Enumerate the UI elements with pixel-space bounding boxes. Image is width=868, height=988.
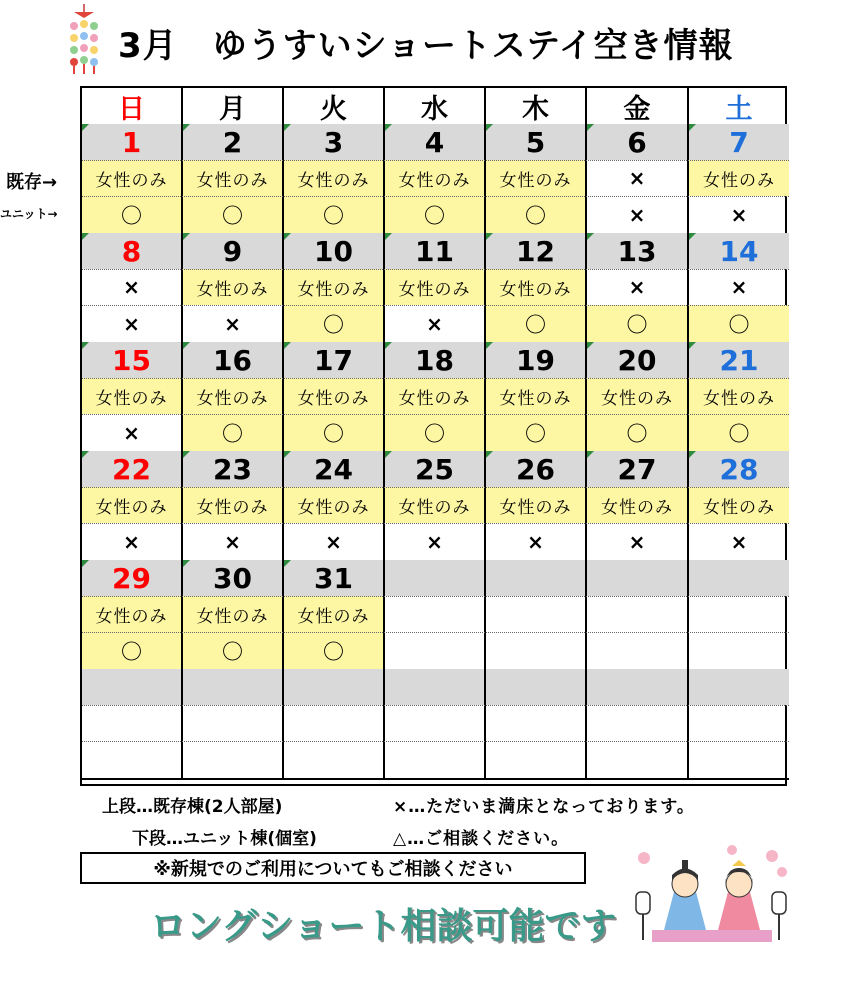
cell-corner-mark bbox=[385, 342, 392, 349]
day-number bbox=[82, 342, 183, 378]
status-existing: 女性のみ bbox=[689, 160, 789, 196]
cell-corner-mark bbox=[183, 560, 190, 567]
status-existing: 女性のみ bbox=[385, 487, 486, 523]
day-number bbox=[587, 669, 689, 705]
status-existing: 女性のみ bbox=[385, 269, 486, 305]
day-number-text: 11 bbox=[415, 234, 454, 268]
status-unit bbox=[486, 632, 587, 669]
day-number bbox=[82, 560, 183, 596]
status-existing: 女性のみ bbox=[486, 269, 587, 305]
status-unit: × bbox=[183, 523, 284, 560]
day-number-text: 17 bbox=[314, 343, 353, 377]
day-number-text: 27 bbox=[617, 452, 657, 486]
day-number-text: 15 bbox=[112, 343, 151, 377]
status-unit: 〇 bbox=[82, 632, 183, 669]
status-existing bbox=[486, 705, 587, 741]
day-number bbox=[689, 451, 789, 487]
weekday-header: 金 bbox=[587, 88, 689, 124]
day-number-text: 28 bbox=[719, 452, 759, 486]
status-unit: × bbox=[385, 523, 486, 560]
status-existing: 女性のみ bbox=[183, 487, 284, 523]
row-label-unit: ユニット→ bbox=[0, 207, 58, 221]
day-number bbox=[689, 342, 789, 378]
status-unit bbox=[82, 741, 183, 778]
day-number bbox=[82, 233, 183, 269]
status-unit: 〇 bbox=[385, 414, 486, 451]
status-unit: × bbox=[486, 523, 587, 560]
day-number bbox=[689, 669, 789, 705]
status-unit: 〇 bbox=[284, 632, 385, 669]
cell-corner-mark bbox=[183, 124, 190, 131]
day-number-text: 4 bbox=[424, 125, 445, 159]
day-number bbox=[82, 451, 183, 487]
availability-calendar bbox=[80, 86, 787, 786]
status-existing: × bbox=[587, 160, 689, 196]
day-number-text: 3 bbox=[323, 125, 344, 159]
status-existing: 女性のみ bbox=[486, 487, 587, 523]
day-number-text: 24 bbox=[314, 452, 353, 486]
weekday-header: 土 bbox=[725, 93, 753, 125]
status-existing: 女性のみ bbox=[689, 378, 789, 414]
status-existing: 女性のみ bbox=[689, 487, 789, 523]
cell-corner-mark bbox=[587, 451, 594, 458]
day-number-text: 10 bbox=[314, 234, 353, 268]
day-number bbox=[486, 560, 587, 596]
hina-dolls-icon bbox=[632, 842, 792, 948]
status-existing: 女性のみ bbox=[82, 160, 183, 196]
status-unit bbox=[385, 741, 486, 778]
day-number bbox=[385, 342, 486, 378]
status-unit: × bbox=[385, 305, 486, 342]
status-unit: × bbox=[284, 523, 385, 560]
weekday-header: 月 bbox=[183, 88, 284, 124]
day-number bbox=[183, 233, 284, 269]
status-existing bbox=[385, 705, 486, 741]
status-existing: 女性のみ bbox=[486, 160, 587, 196]
day-number-text: 16 bbox=[213, 343, 252, 377]
day-number-text: 2 bbox=[222, 125, 243, 159]
weekday-header: 水 bbox=[385, 88, 486, 124]
day-number-text: 29 bbox=[112, 561, 151, 595]
status-unit: 〇 bbox=[284, 305, 385, 342]
cell-corner-mark bbox=[82, 560, 89, 567]
day-number bbox=[82, 669, 183, 705]
status-unit: 〇 bbox=[689, 305, 789, 342]
day-number bbox=[587, 451, 689, 487]
cell-corner-mark bbox=[689, 124, 696, 131]
day-number bbox=[284, 451, 385, 487]
day-number-text: 6 bbox=[627, 125, 647, 159]
status-unit: × bbox=[82, 523, 183, 560]
status-unit bbox=[587, 741, 689, 778]
status-unit bbox=[385, 632, 486, 669]
day-number-text: 12 bbox=[516, 234, 555, 268]
status-existing: 女性のみ bbox=[82, 378, 183, 414]
status-existing bbox=[587, 596, 689, 632]
status-unit: × bbox=[730, 202, 748, 227]
status-unit bbox=[486, 741, 587, 778]
status-existing: 女性のみ bbox=[284, 378, 385, 414]
day-number bbox=[385, 669, 486, 705]
status-unit: 〇 bbox=[284, 196, 385, 233]
day-number bbox=[486, 124, 587, 160]
day-number-text: 19 bbox=[516, 343, 555, 377]
day-number-text: 7 bbox=[729, 125, 749, 159]
day-number bbox=[284, 560, 385, 596]
cell-corner-mark bbox=[689, 233, 696, 240]
day-number-text: 9 bbox=[222, 234, 243, 268]
note-box bbox=[80, 852, 586, 884]
day-number-text: 26 bbox=[516, 452, 555, 486]
cell-corner-mark bbox=[284, 451, 291, 458]
day-number-text: 5 bbox=[525, 125, 546, 159]
cell-corner-mark bbox=[689, 451, 696, 458]
status-existing: 女性のみ bbox=[385, 160, 486, 196]
status-existing: 女性のみ bbox=[82, 487, 183, 523]
day-number-text: 18 bbox=[415, 343, 454, 377]
day-number-text: 21 bbox=[719, 343, 759, 377]
legend-upper: 上段…既存棟(2人部屋) bbox=[102, 797, 283, 817]
day-number-text: 1 bbox=[121, 125, 142, 159]
status-unit: 〇 bbox=[689, 414, 789, 451]
status-unit: 〇 bbox=[183, 196, 284, 233]
status-unit: 〇 bbox=[587, 305, 689, 342]
cell-corner-mark bbox=[385, 451, 392, 458]
status-unit: × bbox=[587, 523, 689, 560]
day-number bbox=[385, 233, 486, 269]
cell-corner-mark bbox=[82, 451, 89, 458]
day-number bbox=[587, 233, 689, 269]
day-number bbox=[587, 342, 689, 378]
cell-corner-mark bbox=[385, 124, 392, 131]
status-existing bbox=[689, 596, 789, 632]
status-existing: 女性のみ bbox=[284, 487, 385, 523]
status-unit bbox=[689, 741, 789, 778]
hanging-ornament-icon bbox=[62, 4, 106, 76]
day-number bbox=[183, 560, 284, 596]
day-number bbox=[284, 342, 385, 378]
cell-corner-mark bbox=[385, 233, 392, 240]
status-unit: 〇 bbox=[486, 414, 587, 451]
status-existing: 女性のみ bbox=[284, 269, 385, 305]
day-number bbox=[587, 124, 689, 160]
day-number bbox=[183, 124, 284, 160]
day-number bbox=[183, 669, 284, 705]
weekday-header: 火 bbox=[284, 88, 385, 124]
status-unit: 〇 bbox=[82, 196, 183, 233]
cell-corner-mark bbox=[183, 342, 190, 349]
day-number-text: 23 bbox=[213, 452, 252, 486]
status-existing bbox=[587, 705, 689, 741]
day-number bbox=[689, 233, 789, 269]
status-unit: 〇 bbox=[385, 196, 486, 233]
status-unit: 〇 bbox=[183, 632, 284, 669]
cell-corner-mark bbox=[486, 233, 493, 240]
day-number bbox=[385, 560, 486, 596]
legend-full: ×…ただいま満床となっております。 bbox=[393, 797, 695, 817]
status-unit: 〇 bbox=[486, 196, 587, 233]
day-number bbox=[284, 124, 385, 160]
row-label-existing: 既存→ bbox=[6, 172, 58, 193]
weekday-header: 木 bbox=[486, 88, 587, 124]
day-number bbox=[486, 342, 587, 378]
status-existing bbox=[82, 705, 183, 741]
status-existing: × bbox=[587, 269, 689, 305]
status-unit: × bbox=[587, 196, 689, 233]
status-unit: 〇 bbox=[486, 305, 587, 342]
day-number-text: 22 bbox=[112, 452, 151, 486]
status-existing: 女性のみ bbox=[385, 378, 486, 414]
page-title: 3月 ゆうすいショートステイ空き情報 bbox=[118, 26, 734, 66]
status-unit: × bbox=[82, 305, 183, 342]
status-existing: 女性のみ bbox=[587, 487, 689, 523]
status-unit: 〇 bbox=[183, 414, 284, 451]
status-existing: 女性のみ bbox=[587, 378, 689, 414]
cell-corner-mark bbox=[82, 124, 89, 131]
day-number bbox=[689, 124, 789, 160]
status-existing: 女性のみ bbox=[82, 596, 183, 632]
day-number bbox=[284, 669, 385, 705]
status-existing: 女性のみ bbox=[284, 160, 385, 196]
day-number bbox=[689, 560, 789, 596]
weekday-header: 日 bbox=[82, 88, 183, 124]
status-existing: × bbox=[730, 275, 748, 299]
day-number-text: 25 bbox=[415, 452, 454, 486]
status-unit: × bbox=[183, 305, 284, 342]
status-unit: 〇 bbox=[284, 414, 385, 451]
status-existing bbox=[385, 596, 486, 632]
day-number-text: 8 bbox=[121, 234, 142, 268]
day-number bbox=[183, 342, 284, 378]
status-unit: × bbox=[82, 414, 183, 451]
day-number bbox=[284, 233, 385, 269]
cell-corner-mark bbox=[183, 451, 190, 458]
cell-corner-mark bbox=[183, 233, 190, 240]
status-existing bbox=[183, 705, 284, 741]
status-existing: 女性のみ bbox=[284, 596, 385, 632]
cell-corner-mark bbox=[587, 342, 594, 349]
status-unit bbox=[587, 632, 689, 669]
day-number bbox=[486, 233, 587, 269]
banner-text: ロングショート相談可能です bbox=[150, 906, 617, 947]
status-existing bbox=[689, 705, 789, 741]
status-existing: 女性のみ bbox=[183, 378, 284, 414]
day-number-text: 31 bbox=[314, 561, 353, 595]
day-number-text: 20 bbox=[617, 343, 657, 377]
status-existing: 女性のみ bbox=[183, 269, 284, 305]
status-existing: 女性のみ bbox=[183, 160, 284, 196]
status-existing: × bbox=[82, 269, 183, 305]
cell-corner-mark bbox=[284, 560, 291, 567]
status-existing bbox=[486, 596, 587, 632]
status-unit bbox=[689, 632, 789, 669]
day-number bbox=[82, 124, 183, 160]
cell-corner-mark bbox=[486, 124, 493, 131]
status-unit bbox=[183, 741, 284, 778]
cell-corner-mark bbox=[587, 124, 594, 131]
status-existing: 女性のみ bbox=[183, 596, 284, 632]
day-number bbox=[183, 451, 284, 487]
cell-corner-mark bbox=[587, 233, 594, 240]
cell-corner-mark bbox=[486, 342, 493, 349]
day-number bbox=[587, 560, 689, 596]
cell-corner-mark bbox=[82, 342, 89, 349]
status-unit bbox=[284, 741, 385, 778]
cell-corner-mark bbox=[689, 342, 696, 349]
day-number-text: 30 bbox=[213, 561, 252, 595]
day-number-text: 14 bbox=[719, 234, 759, 268]
day-number bbox=[486, 451, 587, 487]
day-number bbox=[486, 669, 587, 705]
day-number-text: 13 bbox=[617, 234, 657, 268]
note-text: ※新規でのご利用についてもご相談ください bbox=[153, 859, 513, 880]
day-number bbox=[385, 124, 486, 160]
cell-corner-mark bbox=[284, 233, 291, 240]
cell-corner-mark bbox=[284, 342, 291, 349]
status-existing bbox=[284, 705, 385, 741]
status-unit: 〇 bbox=[587, 414, 689, 451]
cell-corner-mark bbox=[284, 124, 291, 131]
day-number bbox=[385, 451, 486, 487]
cell-corner-mark bbox=[486, 451, 493, 458]
legend-lower: 下段…ユニット棟(個室) bbox=[132, 829, 317, 849]
legend-consult: △…ご相談ください。 bbox=[393, 829, 570, 849]
cell-corner-mark bbox=[82, 233, 89, 240]
status-existing: 女性のみ bbox=[486, 378, 587, 414]
status-unit: × bbox=[730, 529, 748, 554]
